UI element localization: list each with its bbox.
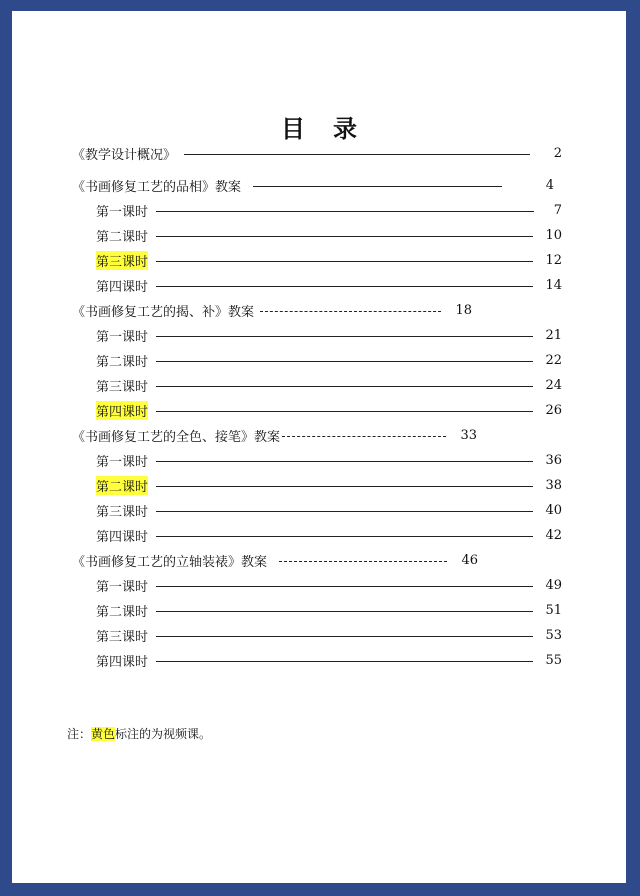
leader-line (156, 511, 533, 512)
toc-entry-page: 49 (545, 577, 562, 593)
toc-entry-page: 26 (545, 402, 562, 418)
toc-entry-page: 42 (545, 527, 562, 543)
toc-entry[interactable] (96, 349, 562, 371)
toc-entry[interactable] (96, 624, 562, 646)
footnote-text: 标注的为视频课。 (115, 727, 212, 741)
leader-line (156, 536, 533, 537)
toc-entry-page: 53 (545, 627, 562, 643)
toc-entry-label: 《书画修复工艺的立轴装裱》教案 (72, 554, 268, 570)
toc-entry-label: 第二课时 (96, 604, 149, 620)
toc-entry[interactable] (96, 199, 562, 221)
toc-entry-label: 第四课时 (96, 654, 149, 670)
leader-line (156, 661, 533, 662)
toc-entry-label: 第四课时 (96, 529, 149, 545)
toc-entry[interactable] (96, 224, 562, 246)
toc-entry-video[interactable] (96, 249, 562, 271)
toc-entry-page: 22 (545, 352, 562, 368)
toc-entry-label: 第三课时 (96, 629, 149, 645)
leader-line (156, 361, 533, 362)
toc-entry[interactable] (72, 174, 554, 196)
toc-entry-video[interactable] (96, 399, 562, 421)
toc-entry[interactable] (96, 599, 562, 621)
footnote-highlight: 黄色 (91, 727, 116, 741)
toc-entry-page: 40 (545, 502, 562, 518)
toc-entry-label: 第一课时 (96, 579, 149, 595)
leader-line (260, 311, 441, 312)
toc-entry-page: 12 (545, 252, 562, 268)
toc-entry-label: 第二课时 (96, 229, 149, 245)
toc-entry-label: 第二课时 (96, 476, 148, 495)
toc-entry[interactable] (96, 274, 562, 296)
leader-line (156, 461, 533, 462)
toc-entry[interactable] (96, 499, 562, 521)
leader-line (156, 486, 533, 487)
toc-entry-label: 第一课时 (96, 204, 149, 220)
toc-entry[interactable] (96, 574, 562, 596)
toc-entry[interactable] (96, 524, 562, 546)
footnote (67, 725, 211, 742)
leader-line (156, 261, 533, 262)
toc-entry-page: 38 (545, 477, 562, 493)
leader-line (279, 561, 447, 562)
toc-entry-label: 第四课时 (96, 401, 148, 420)
document-page (12, 11, 626, 883)
toc-entry[interactable] (96, 374, 562, 396)
page-title: 目录 (281, 115, 385, 143)
toc-entry-page: 55 (545, 652, 562, 668)
toc-entry[interactable] (72, 424, 477, 446)
toc-entry-label: 第三课时 (96, 251, 148, 270)
toc-entry-label: 第三课时 (96, 504, 149, 520)
leader-line (282, 436, 446, 437)
toc-entry-label: 《教学设计概况》 (72, 147, 177, 163)
leader-line (156, 611, 533, 612)
leader-line (184, 154, 530, 155)
toc-entry[interactable] (96, 324, 562, 346)
toc-entry-page: 24 (545, 377, 562, 393)
toc-entry-video[interactable] (96, 474, 562, 496)
toc-entry[interactable] (72, 549, 478, 571)
toc-entry-label: 第一课时 (96, 329, 149, 345)
leader-line (156, 211, 534, 212)
toc-entry[interactable] (72, 142, 562, 164)
toc-entry-label: 第三课时 (96, 379, 149, 395)
toc-entry-label: 第二课时 (96, 354, 149, 370)
leader-line (156, 586, 533, 587)
leader-line (253, 186, 502, 187)
toc-entry[interactable] (96, 649, 562, 671)
toc-entry-label: 第一课时 (96, 454, 149, 470)
toc-entry-page: 36 (545, 452, 562, 468)
toc-entry-page: 21 (545, 327, 562, 343)
toc-entry-page: 14 (545, 277, 562, 293)
toc-entry-page: 10 (545, 227, 562, 243)
leader-line (156, 236, 533, 237)
toc-entry[interactable] (96, 449, 562, 471)
toc-entry-label: 《书画修复工艺的品相》教案 (72, 179, 242, 195)
leader-line (156, 386, 533, 387)
leader-line (156, 286, 533, 287)
toc-entry[interactable] (72, 299, 472, 321)
toc-entry-page: 4 (545, 177, 554, 193)
toc-entry-label: 《书画修复工艺的全色、接笔》教案 (72, 429, 281, 445)
leader-line (156, 636, 533, 637)
toc-entry-label: 第四课时 (96, 279, 149, 295)
toc-entry-page: 51 (545, 602, 562, 618)
toc-entry-page: 7 (553, 202, 562, 218)
toc-entry-page: 18 (455, 302, 472, 318)
leader-line (156, 411, 533, 412)
toc-entry-page: 46 (461, 552, 478, 568)
toc-entry-page: 2 (553, 145, 562, 161)
toc-entry-page: 33 (460, 427, 477, 443)
footnote-prefix: 注： (67, 727, 92, 741)
leader-line (156, 336, 533, 337)
toc-entry-label: 《书画修复工艺的揭、补》教案 (72, 304, 255, 320)
